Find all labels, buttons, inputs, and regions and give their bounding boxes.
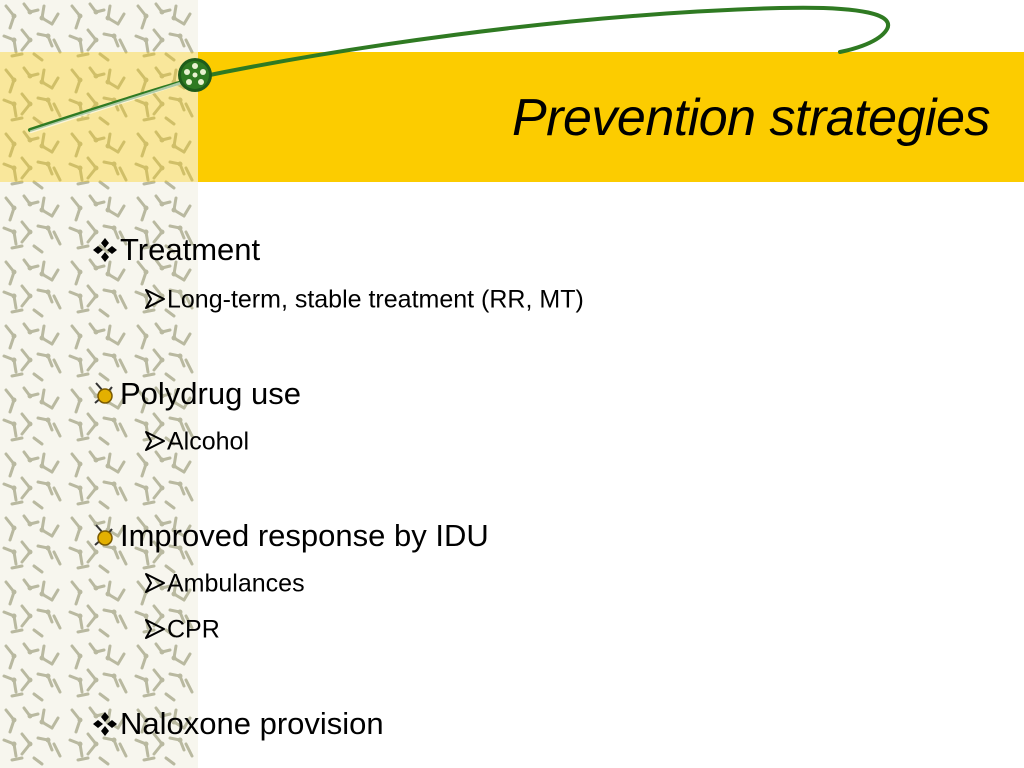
- list-item: [143, 283, 584, 314]
- list-item-text: CPR: [167, 615, 220, 644]
- list-item-text: Alcohol: [167, 427, 249, 456]
- list-item-text: Long-term, stable treatment (RR, MT): [167, 285, 584, 314]
- molecule-icon: [90, 521, 120, 551]
- molecule-icon: [90, 379, 120, 409]
- list-item: [143, 613, 220, 644]
- list-item: [143, 567, 305, 598]
- arrowhead-icon: [143, 571, 167, 595]
- arrowhead-icon: [143, 287, 167, 311]
- list-item: [90, 374, 301, 412]
- arrowhead-icon: [143, 617, 167, 641]
- list-item-text: Naloxone provision: [120, 705, 384, 741]
- list-item-text: Polydrug use: [120, 375, 301, 411]
- list-item-text: Ambulances: [167, 569, 305, 598]
- diamond-four-icon: [90, 709, 120, 739]
- slide-title: Prevention strategies: [512, 89, 990, 147]
- list-item: [90, 516, 489, 554]
- list-item-text: Treatment: [120, 231, 261, 267]
- arrowhead-icon: [143, 429, 167, 453]
- diamond-four-icon: [90, 235, 120, 265]
- list-item-text: Improved response by IDU: [120, 517, 489, 553]
- list-item: [90, 704, 384, 742]
- list-item: [143, 425, 249, 456]
- list-item: [90, 230, 260, 268]
